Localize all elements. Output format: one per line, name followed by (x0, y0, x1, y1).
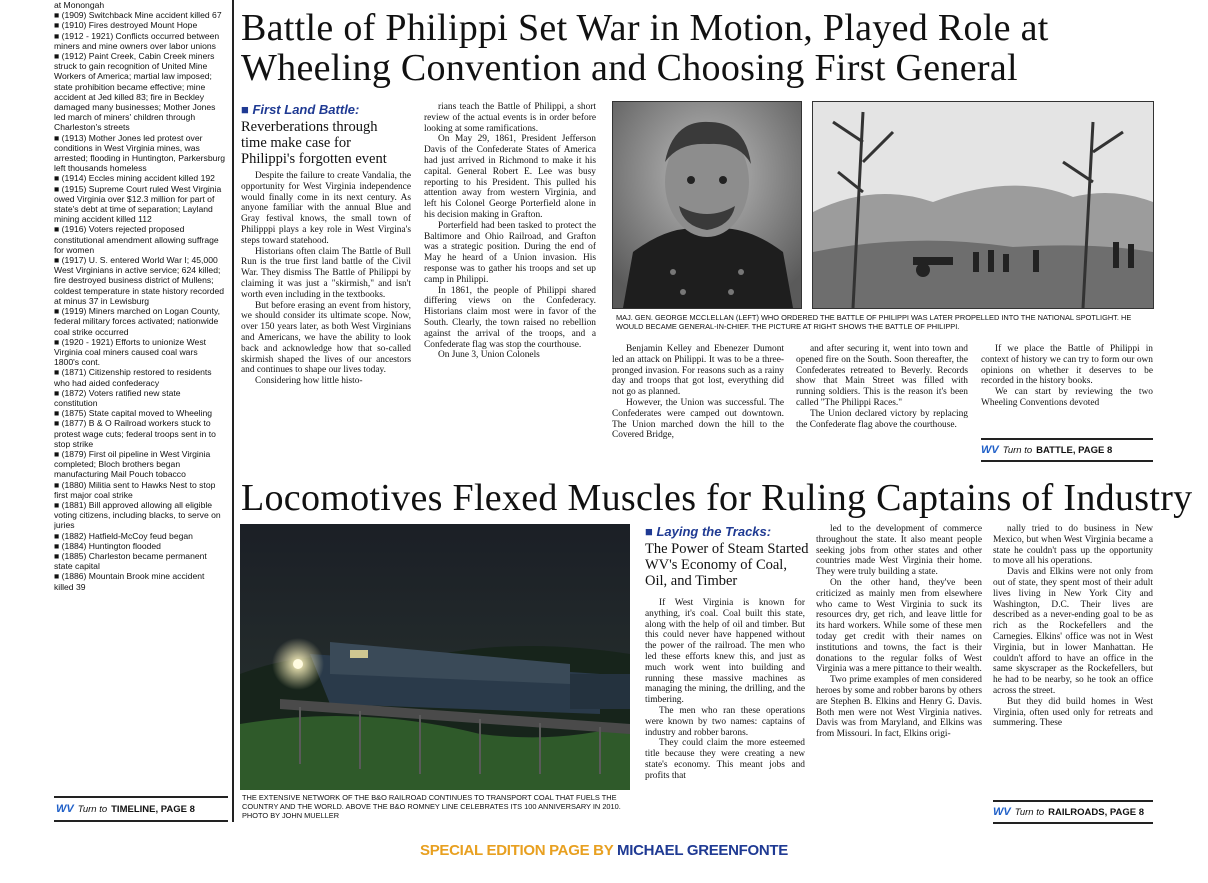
body-paragraph: Two prime examples of men considered heroes by some and robber barons by others are Stephen B. Elkins and Henry G. Davis. Both men were not West Virginia natives. Davis was from Maryland, and Elkins was from Missouri. In fact, Elkins origi- (816, 675, 982, 740)
article2-col3 (993, 524, 1153, 792)
timeline-entry: ■ (1919) Miners marched on Logan County, federal military forces activated; nationwide coal strike occurred (54, 306, 221, 337)
article1-col3 (612, 344, 784, 466)
jump-destination: BATTLE, PAGE 8 (1036, 444, 1113, 456)
battle-illustration (812, 101, 1154, 309)
body-paragraph: Historians often claim The Battle of Bull Run is the true first land battle of the Civil War. They dismiss The Battle of Philippi by claiming it was just a "skirmish," and isn't worth even including in the textbooks. (241, 246, 411, 300)
timeline-entry: ■ (1885) Charleston became permanent state capital (54, 550, 207, 572)
body-paragraph: In 1861, the people of Philippi shared differing views on the Confederacy. Historians claim most were in favor of the South. Clearly, the town raised no rebellion against the arrival of the troops, and a Confederate flag was stop the courthouse. (424, 285, 596, 350)
article2-caption: THE EXTENSIVE NETWORK OF THE B&O RAILROAD CONTINUES TO TRANSPORT COAL THAT FUELS THE COUNTRY AND THE WORLD. ABOVE THE B&O ROMNEY LINE CELEBRATES ITS 100 ANNIVERSARY IN 2010. PHOTO BY JOHN MUELLER (242, 793, 621, 820)
battle-jump[interactable] (981, 438, 1153, 462)
body-paragraph: Considering how little histo- (255, 376, 363, 387)
article2-col1 (645, 598, 805, 826)
headline-battle: Battle of Philippi Set War in Motion, Played Role at Wheeling Convention and Choosing First General (241, 7, 1049, 89)
article1-col4 (796, 344, 968, 466)
body-paragraph: They could claim the more esteemed title because they were creating a new state's economy. This meant jobs and profits that (645, 738, 805, 781)
body-paragraph: The men who ran these operations were known by two names: captains of industry and robber barons. (645, 705, 805, 738)
timeline-entry: ■ (1914) Eccles mining accident killed 192 (54, 173, 215, 184)
timeline-entry: ■ (1912) Paint Creek, Cabin Creek miners struck to gain recognition of United Mine Workers of America; martial law imposed; state prohibition became effective; mine accident at Jed killed 83; fire in Beckley damaged many businesses; Mother Jones led march of miners' children through Charleston's streets (54, 51, 216, 133)
timeline-entry: ■ (1881) Bill approved allowing all eligible voting citizens, including blacks, to serve on juries (54, 499, 221, 531)
body-paragraph: Benjamin Kelley and Ebenezer Dumont led an attack on Philippi. It was to be a three-pronged invasion. For reasons such as a rainy day and troops that got lost, everything did not go as planned. (612, 344, 784, 398)
body-paragraph: Davis and Elkins were not only from out of state, they spent most of their adult lives living in New York City and Washington, D.C. Their lives are described as a never-ending goal to be as rich as the Rockefellers and the Carnegies. Elkins' office was not in West Virginia, but in lower Manhattan. He couldn't afford to have an office in the same skyscraper as the Rockefellers, but he had to be nearby, so he took an office across the street. (993, 567, 1153, 696)
kicker: ■ First Land Battle: (241, 102, 360, 117)
turn-to-label: Turn to (1014, 806, 1045, 818)
article1-caption: MAJ. GEN. GEORGE MCCLELLAN (LEFT) WHO ORDERED THE BATTLE OF PHILIPPI WAS LATER PROPELLED INTO THE NATIONAL SPOTLIGHT. HE WOULD BECAME GENERAL-IN-CHIEF. THE PICTURE AT RIGHT SHOWS THE BATTLE OF PHILIPPI. (616, 313, 1132, 331)
kicker: ■ Laying the Tracks: (645, 524, 772, 539)
body-paragraph: On June 3, Union Colonels (438, 350, 540, 361)
body-paragraph: rians teach the Battle of Philippi, a short review of the actual events is in order before looking at some ramifications. (424, 102, 596, 134)
turn-to-label: Turn to (1002, 444, 1033, 456)
body-paragraph: Despite the failure to create Vandalia, the opportunity for West Virginia independence would finally come in its next century. As anyone familiar with the annual Blue and Gray festival knows, the small town of Philipppi plays a key role in West Virgina's steps toward statehood. (241, 171, 411, 246)
jump-destination: TIMELINE, PAGE 8 (111, 803, 195, 815)
body-paragraph: Porterfield had been tasked to protect the Baltimore and Ohio Railroad, and Grafton was a strategic position. During the end of May he heard of a Union invasion. His response was to gather his troops and set up camp in Philippi. (424, 220, 596, 285)
timeline-entry: ■ (1872) Voters ratified new state constitution (54, 387, 181, 408)
body-paragraph: The Union declared victory by replacing the Confederate flag above the courthouse. (796, 408, 968, 430)
article1-col5 (981, 344, 1153, 430)
article2-deck-block (645, 524, 810, 589)
body-paragraph: If we place the Battle of Philippi in context of history we can try to form our own opinions on whether it deserves to be recorded in the history books. (981, 344, 1153, 387)
headline-locomotives: Locomotives Flexed Muscles for Ruling Captains of Industry (241, 477, 1193, 519)
railroads-jump[interactable] (993, 800, 1153, 824)
timeline-entry: ■ (1920 - 1921) Efforts to unionize West Virginia coal miners caused coal wars (54, 336, 207, 357)
timeline-entry: 1800's cont. (54, 357, 101, 368)
jump-destination: RAILROADS, PAGE 8 (1048, 806, 1145, 818)
body-paragraph: But they did build homes in West Virginia, often used only for retreats and summering. These (993, 696, 1153, 729)
timeline-entry: ■ (1877) B & O Railroad workers stuck to protest wage cuts; federal troops sent in to stop strike (54, 418, 216, 449)
timeline-entry: ■ (1884) Huntington flooded (54, 540, 161, 551)
article2-col2 (816, 524, 982, 826)
timeline-entry: ■ (1880) Militia sent to Hawks Nest to stop first major coal strike (54, 479, 216, 500)
article1-col2 (424, 102, 596, 466)
wv-logo: WV (981, 444, 999, 456)
turn-to-label: Turn to (77, 803, 108, 815)
page-credit (0, 842, 1208, 859)
timeline-entry: ■ (1912 - 1921) Conflicts occurred between miners and mine owners over labor unions (54, 30, 220, 51)
timeline-entry: ■ (1871) Citizenship restored to residents who had aided confederacy (54, 367, 212, 388)
timeline-entry: ■ (1909) Switchback Mine accident killed 67 (54, 10, 222, 21)
timeline-entry: ■ (1875) State capital moved to Wheeling (54, 408, 213, 419)
mcclellan-portrait (612, 101, 802, 309)
deck: Reverberations through time make case for Philippi's forgotten event (241, 119, 387, 167)
body-paragraph: nally tried to do business in New Mexico, but when West Virginia became a state he couldn't pass up the opportunity to move all his operations. (993, 524, 1153, 567)
timeline-entry: at Monongah (54, 0, 105, 10)
body-paragraph: However, the Union was successful. The Confederates were camped out downtown. The Union marched down the hill to the Covered Bridge, (612, 397, 784, 441)
timeline-entry: ■ (1917) U. S. entered World War I; 45,000 West Virginians in active service; 624 killed; fire destroyed business district of Mullens; coldest temperature in state history recorded at minus 37 in Lewisburg (54, 255, 225, 306)
timeline-entry: ■ (1913) Mother Jones led protest over conditions in West Virginia mines, was arrested; flooding in Huntington, Parkersburg left thousands homeless (54, 132, 226, 174)
credit-name: MICHAEL GREENFONTE (617, 842, 788, 859)
body-paragraph: If West Virginia is known for anything, it's coal. Coal built this state, along with the help of oil and timber. But this could never have happened without the power of the railroad. The men who led these efforts knew this, and just as much work went into building and running these massive machines as managing the mining, the drilling, and the timbering. (645, 598, 805, 706)
locomotive-photo (240, 524, 630, 790)
body-paragraph: We can start by reviewing the two Wheeling Conventions devoted (981, 387, 1153, 408)
wv-logo: WV (993, 806, 1011, 818)
body-paragraph: and after securing it, went into town and opened fire on the South. Soon thereafter, the Confederates retreated to Beverly. Records show that Main Street was filled with running soldiers. This is the reason it's been called "The Philippi Races." (796, 344, 968, 408)
timeline-entry: ■ (1879) First oil pipeline in West Virginia completed; Bloch brothers began manufacturing Mail Pouch tobacco (54, 448, 211, 480)
timeline-entry: ■ (1916) Voters rejected proposed constitutional amendment allowing suffrage for women (54, 224, 219, 255)
body-paragraph: But before erasing an event from history, we should consider its ultimate scope. Now, over 150 years later, as both West Virginians and Americans, we have the ability to look back and acknowledge how that so-called skirmish shaped the lives of our ancestors and continues to shape our lives today. (241, 300, 411, 376)
deck: The Power of Steam Started WV's Economy of Coal, Oil, and Timber (645, 541, 809, 589)
timeline-jump[interactable] (54, 796, 228, 822)
timeline-sidebar (54, 0, 226, 822)
column-divider (232, 0, 234, 822)
body-paragraph: led to the development of commerce throughout the state. It also meant people seeking jobs from other states and other countries made West Virginia their home. They were truly building a state. (816, 524, 982, 578)
timeline-entry: ■ (1915) Supreme Court ruled West Virginia owed Virginia over $12.3 million for part of state's debt at time of separation; Layland mining accident killed 112 (54, 183, 222, 225)
timeline-entry: ■ (1882) Hatfield-McCoy feud began (54, 530, 193, 541)
timeline-entry: ■ (1910) Fires destroyed Mount Hope (54, 20, 198, 31)
credit-label: SPECIAL EDITION PAGE BY (419, 842, 614, 859)
timeline-entry: ■ (1886) Mountain Brook mine accident killed 39 (54, 571, 205, 592)
article1-deck-block (241, 102, 401, 167)
wv-logo: WV (56, 803, 74, 815)
body-paragraph: On May 29, 1861, President Jefferson Davis of the Confederate States of America had just arrived in Richmond to make it his capital. General Robert E. Lee was busy reporting to his President. This pulled his attention away from western Virginia, and left his Colonel George Porterfield alone in his decision making in Grafton. (424, 134, 596, 220)
body-paragraph: On the other hand, they've been criticized as mainly men from elsewhere who came to West Virginia to suck its resources dry, get rich, and leave little for its hard workers. While some of these men today get credit with their names on institutions and towns, the fact is their donations to the regular folks of West Virginia was a mere pittance to their wealth. (816, 577, 982, 675)
article1-col1 (241, 171, 411, 466)
